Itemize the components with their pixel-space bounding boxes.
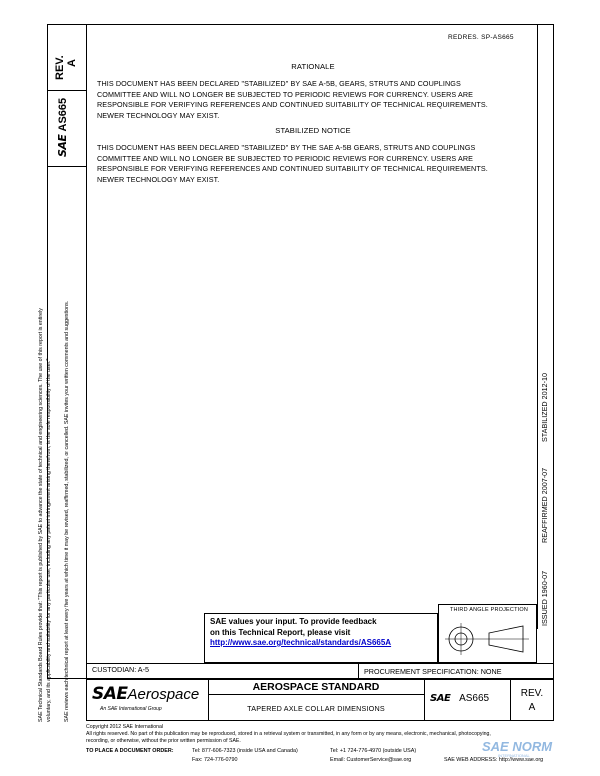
document-tag: REDRES. SP-AS665	[448, 34, 514, 41]
rights-line: All rights reserved. No part of this publication may be reproduced, stored in a retrieval system or transmitted, in any form or by any means, electronic, mechanical, photocopying,	[86, 731, 491, 737]
sae-logo-icon: SAE	[92, 684, 128, 704]
third-angle-projection-icon	[441, 618, 535, 660]
rationale-line: NEWER TECHNOLOGY MAY EXIST.	[97, 110, 220, 120]
side-rev-label: REV.	[54, 55, 66, 80]
order-label: TO PLACE A DOCUMENT ORDER:	[86, 748, 174, 754]
standard-type-rule	[208, 694, 424, 695]
notice-line: THIS DOCUMENT HAS BEEN DECLARED "STABILIZED" BY THE SAE A-5B GEARS, STRUTS AND COUPLINGS	[97, 143, 476, 152]
email: Email: CustomerService@sae.org	[330, 757, 412, 763]
title-block-rev-value: A	[528, 702, 536, 713]
watermark-logo: SAE NORM	[482, 739, 553, 754]
side-doc-number: AS665	[57, 97, 69, 132]
side-doc-number-block	[56, 98, 69, 157]
notice-line: NEWER TECHNOLOGY MAY EXIST.	[97, 174, 220, 184]
stabilized-notice-body	[97, 143, 537, 185]
standard-type: AEROSPACE STANDARD	[252, 681, 380, 693]
feedback-text	[210, 617, 391, 649]
stabilized-date: STABILIZED 2012-10	[540, 373, 549, 442]
phone-outside: Tel: +1 724-776-4970 (outside USA)	[330, 748, 417, 754]
history-strip-divider	[537, 24, 538, 629]
fax: Fax: 724-776-0790	[192, 757, 238, 763]
side-strip-rule-1	[47, 90, 86, 91]
rationale-body	[97, 79, 537, 121]
brand-tagline: An SAE International Group	[100, 706, 162, 712]
rationale-line: THIS DOCUMENT HAS BEEN DECLARED "STABILIZED" BY SAE A-5B, GEARS, STRUTS AND COUPLINGS	[97, 79, 461, 88]
issued-date: ISSUED 1960-07	[540, 570, 549, 626]
sae-logo-icon: SAE	[430, 693, 451, 704]
procurement-spec: PROCUREMENT SPECIFICATION: NONE	[364, 667, 502, 676]
stabilized-notice-title: STABILIZED NOTICE	[275, 126, 351, 135]
feedback-line: SAE values your input. To provide feedback	[210, 617, 377, 626]
copyright: Copyright 2012 SAE International	[86, 724, 163, 730]
title-block-top-rule	[86, 663, 554, 664]
side-rev-value: A	[66, 59, 78, 67]
feedback-line: on this Technical Report, please visit	[210, 627, 351, 637]
document-title: TAPERED AXLE COLLAR DIMENSIONS	[247, 704, 385, 713]
title-block-divider-3	[510, 679, 511, 721]
rationale-line: RESPONSIBLE FOR VERIFYING REFERENCES AND CONTINUED SUITABILITY OF TECHNICAL REQUIREMENTS.	[97, 100, 488, 109]
rights-line: recording, or otherwise, without the prior written permission of SAE.	[86, 737, 241, 744]
web-address[interactable]: SAE WEB ADDRESS: http://www.sae.org	[444, 757, 544, 763]
projection-label: THIRD ANGLE PROJECTION	[449, 607, 529, 613]
notice-line: RESPONSIBLE FOR VERIFYING REFERENCES AND CONTINUED SUITABILITY OF TECHNICAL REQUIREMENTS.	[97, 164, 488, 173]
custodian: CUSTODIAN: A-5	[92, 665, 149, 674]
doc-number: AS665	[459, 693, 490, 704]
watermark-subtitle: INTERNATIONAL	[498, 753, 530, 758]
side-strip-divider	[86, 24, 87, 679]
side-strip-rule-2	[47, 166, 86, 167]
review-notice-text: SAE reviews each technical report at least every five years at which time it may be revised, reaffirmed, stabilized, or cancelled. SAE invites your written comments and suggestions.	[64, 300, 70, 722]
sae-logo-icon: SAE	[56, 134, 69, 157]
title-block-divider-2	[424, 679, 425, 721]
procurement-divider	[358, 663, 359, 679]
title-block-doc-number	[430, 693, 489, 704]
rationale-title: RATIONALE	[291, 62, 335, 71]
notice-line: COMMITTEE AND WILL NO LONGER BE SUBJECTED TO PERIODIC REVIEWS FOR CURRENCY. USERS ARE	[97, 153, 474, 163]
reaffirmed-date: REAFFIRMED 2007-07	[540, 467, 549, 543]
title-block-rev-label: REV.	[520, 688, 544, 699]
feedback-link[interactable]: http://www.sae.org/technical/standards/AS665A	[210, 638, 392, 647]
board-rules-text: SAE Technical Standards Board Rules provide that: "This report is published by SAE to advance the state of technical and engineering sciences. The use of this report is entirely	[38, 308, 44, 722]
sae-aerospace-logo	[92, 684, 199, 704]
board-rules-text-2: voluntary, and its applicability and suitability for any particular use, including any patent infringement arising therefrom, is the sole responsibility of the user."	[46, 358, 52, 722]
rationale-line: COMMITTEE AND WILL NO LONGER BE SUBJECTED TO PERIODIC REVIEWS FOR CURRENCY. USERS ARE	[97, 89, 474, 99]
page-frame	[47, 24, 554, 679]
aerospace-wordmark: Aerospace	[127, 686, 200, 703]
phone-inside: Tel: 877-606-7323 (inside USA and Canada)	[192, 748, 298, 754]
